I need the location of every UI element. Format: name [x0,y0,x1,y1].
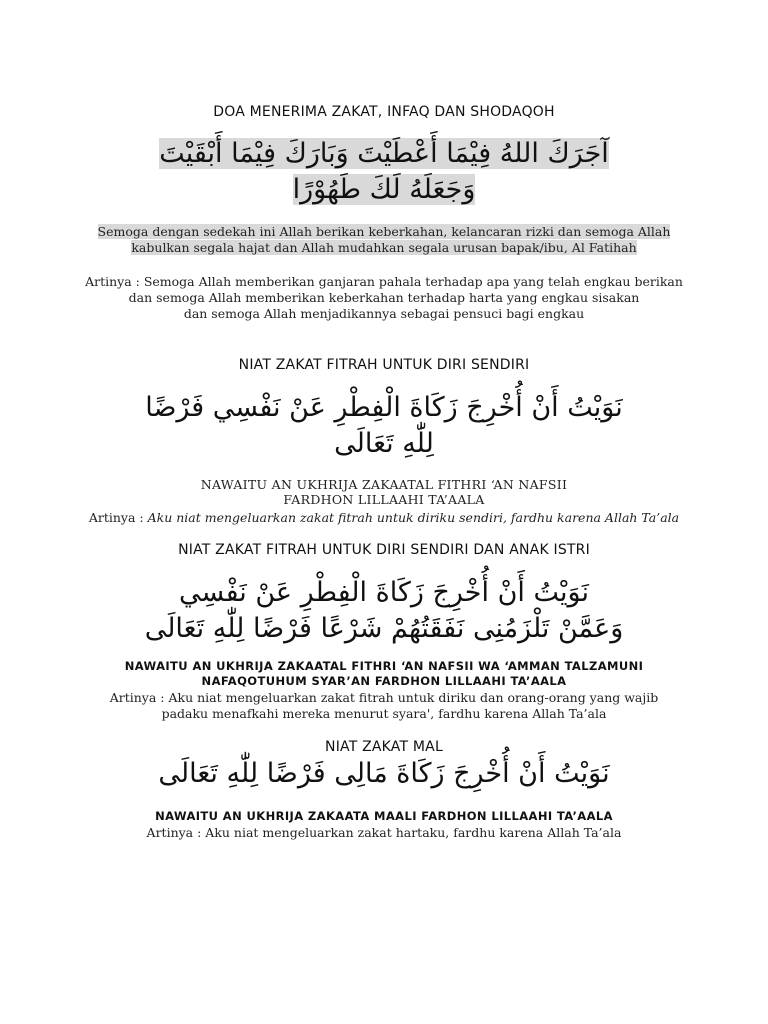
doa-meaning-line-1: Artinya : Semoga Allah memberikan ganjaran pahala terhadap apa yang telah engkau berikan [85,274,683,289]
niat-diri-latin-line-2: FARDHON LILLAAHI TA’AALA [283,492,485,507]
niat-diri-arabic-line-2: لِلّٰهِ تَعَالَى [334,428,434,459]
niat-mal-meaning [0,825,768,841]
niat-diri-arabic [0,390,768,462]
niat-keluarga-title: NIAT ZAKAT FITRAH UNTUK DIRI SENDIRI DAN ANAK ISTRI [178,542,590,558]
doa-meaning-line-2: dan semoga Allah memberikan keberkahan terhadap harta yang engkau sisakan [128,290,640,305]
niat-diri-latin [0,477,768,507]
niat-mal-meaning-line-1: Artinya : Aku niat mengeluarkan zakat hartaku, fardhu karena Allah Ta’ala [146,825,622,840]
niat-keluarga-latin-line-2: NAFAQOTUHUM SYAR’AN FARDHON LILLAAHI TA’AALA [201,674,567,688]
niat-keluarga-arabic-line-2: وَعَمَّنْ تَلْزَمُنِى نَفَقَتُهُمْ شَرْعًا فَرْضًا لِلّٰهِ تَعَالَى [144,613,624,644]
niat-mal-arabic [0,756,768,792]
doa-prayer-line-2: kabulkan segala hajat dan Allah mudahkan segala urusan bapak/ibu, Al Fatihah [131,240,637,255]
niat-diri-title: NIAT ZAKAT FITRAH UNTUK DIRI SENDIRI [238,357,530,373]
doa-meaning [0,274,768,322]
niat-diri-meaning [0,510,768,526]
niat-keluarga-arabic-line-1: نَوَيْتُ أَنْ أُخْرِجَ زَكَاةَ الْفِطْرِ عَنْ نَفْسِي [179,577,589,608]
niat-diri-meaning-text: Aku niat mengeluarkan zakat fitrah untuk diriku sendiri, fardhu karena Allah Ta’ala [147,510,680,525]
doa-arabic-line-2: وَجَعَلَهُ لَكَ طَهُوْرًا [292,174,476,205]
niat-keluarga-latin-line-1: NAWAITU AN UKHRIJA ZAKAATAL FITHRI ‘AN NAFSII WA ‘AMMAN TALZAMUNI [124,659,644,673]
niat-mal-arabic-line-1: نَوَيْتُ أَنْ أُخْرِجَ زَكَاةَ مَالِى فَرْضًا لِلّٰهِ تَعَالَى [158,758,610,789]
niat-keluarga-meaning [0,690,768,722]
niat-diri-latin-line-1: NAWAITU AN UKHRIJA ZAKAATAL FITHRI ‘AN NAFSII [200,477,568,492]
niat-mal-latin [0,809,768,824]
niat-keluarga-arabic [0,575,768,647]
doa-arabic [0,136,768,208]
niat-mal-title: NIAT ZAKAT MAL [325,739,443,755]
niat-diri-arabic-line-1: نَوَيْتُ أَنْ أُخْرِجَ زَكَاةَ الْفِطْرِ عَنْ نَفْسِي فَرْضًا [145,392,623,423]
niat-mal-latin-line-1: NAWAITU AN UKHRIJA ZAKAATA MAALI FARDHON LILLAAHI TA’AALA [155,809,613,823]
niat-keluarga-meaning-line-1: Artinya : Aku niat mengeluarkan zakat fitrah untuk diriku dan orang-orang yang wajib [109,690,659,705]
niat-diri-meaning-prefix: Artinya : [88,510,144,525]
niat-keluarga-latin [0,659,768,689]
doa-prayer-line-1: Semoga dengan sedekah ini Allah berikan keberkahan, kelancaran rizki dan semoga Allah [97,224,671,239]
doa-meaning-line-3: dan semoga Allah menjadikannya sebagai pensuci bagi engkau [183,306,585,321]
doa-prayer [0,224,768,256]
doa-title: DOA MENERIMA ZAKAT, INFAQ DAN SHODAQOH [213,104,555,120]
niat-keluarga-meaning-line-2: padaku menafkahi mereka menurut syara', fardhu karena Allah Ta’ala [161,706,607,721]
doa-arabic-line-1: آجَرَكَ اللهُ فِيْمَا أَعْطَيْتَ وَبَارَكَ فِيْمَا أَبْقَيْتَ [159,138,609,169]
